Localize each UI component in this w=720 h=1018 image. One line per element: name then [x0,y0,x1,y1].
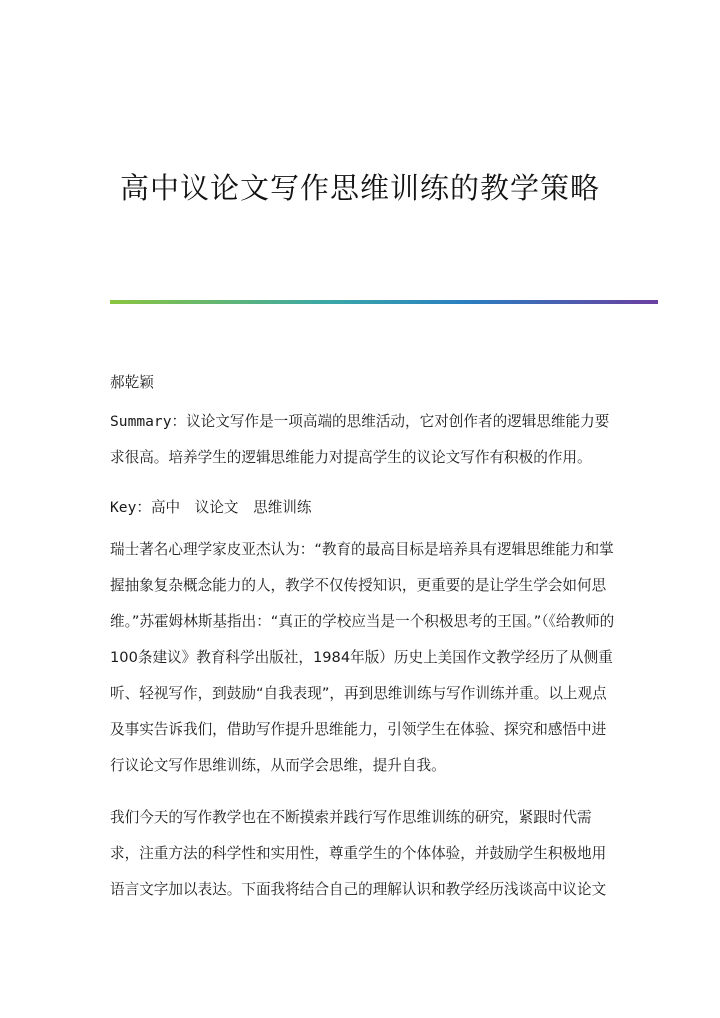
body-paragraph-1: 瑞士著名心理学家皮亚杰认为：“教育的最高目标是培养具有逻辑思维能力和掌握抽象复杂概念能力的人，教学不仅传授知识，更重要的是让学生学会如何思维。”苏霍姆林斯基指出：“真正的学校应当是一个积极思考的王国。”（《给教师的100条建议》教育科学出版社，1984年版）历史上美国作文教学经历了从侧重听、轻视写作，到鼓励“自我表现”，再到思维训练与写作训练并重。以上观点及事实告诉我们，借助写作提升思维能力，引领学生在体验、探究和感悟中进行议论文写作思维训练，从而学会思维，提升自我。 [110,541,615,774]
summary-label: Summary： [110,413,187,430]
keywords-line [110,490,615,526]
author-name: 郝乾颖 [110,374,154,391]
summary-text: 议论文写作是一项高端的思维活动，它对创作者的逻辑思维能力要求很高。培养学生的逻辑思维能力对提高学生的议论文写作有积极的作用。 [110,413,610,466]
document-title: 高中议论文写作思维训练的教学策略 [119,171,600,205]
keywords-label: Key： [110,499,151,516]
keywords-text: 高中 议论文 思维训练 [150,499,312,516]
title-divider [110,300,658,304]
summary-paragraph [110,404,615,476]
body-paragraph-2: 我们今天的写作教学也在不断摸索并践行写作思维训练的研究，紧跟时代需求，注重方法的科学性和实用性，尊重学生的个体体验，并鼓励学生积极地用语言文字加以表达。下面我将结合自己的理解认识和教学经历浅谈高中议论文 [110,809,607,898]
